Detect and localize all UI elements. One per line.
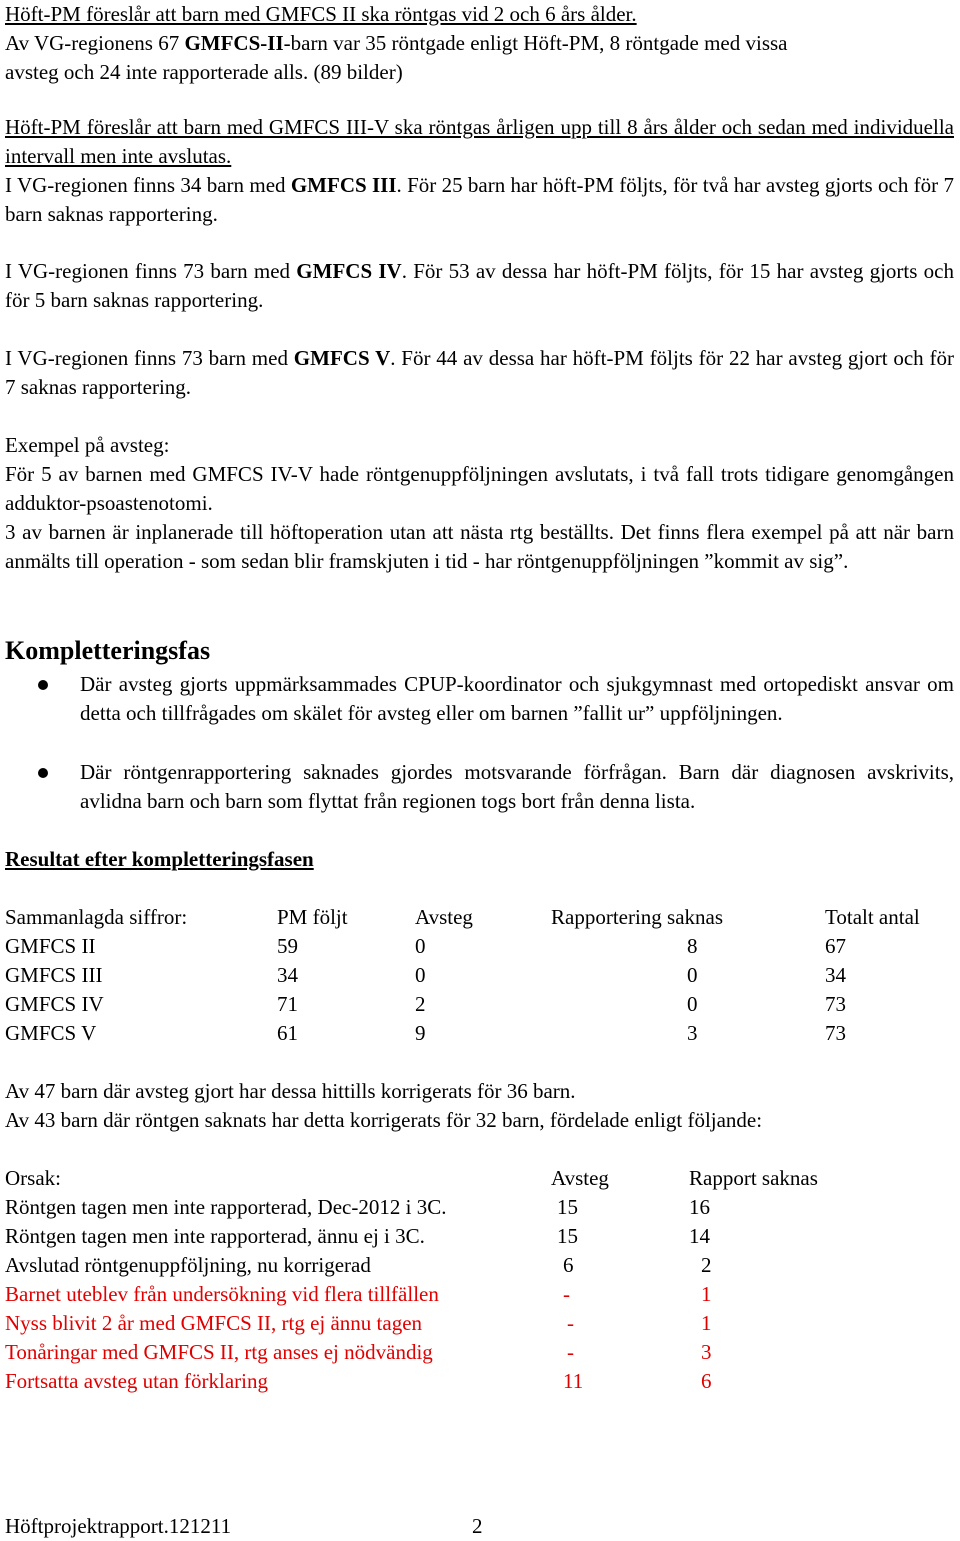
para-gmfcs-iii-v-recommendation: Höft-PM föreslår att barn med GMFCS III-V ska röntgas årligen upp till 8 års ålder och sedan med individuella intervall men inte avslutas. bbox=[5, 115, 954, 168]
examples-heading: Exempel på avsteg: bbox=[5, 433, 170, 457]
cell-avsteg: 0 bbox=[415, 934, 426, 958]
cell-saknas: 14 bbox=[689, 1224, 710, 1248]
table-row bbox=[5, 1222, 889, 1251]
cell-saknas: 1 bbox=[701, 1311, 712, 1335]
table-row bbox=[5, 1251, 889, 1280]
cell-avsteg: - bbox=[567, 1311, 574, 1335]
para-gmfcs-ii-line2 bbox=[5, 29, 954, 58]
cell-saknas: 0 bbox=[687, 963, 698, 987]
header-cell: Avsteg bbox=[415, 905, 473, 929]
header-cell: Sammanlagda siffror: bbox=[5, 905, 188, 929]
cell-avsteg: 2 bbox=[415, 992, 426, 1016]
cell-avsteg: 15 bbox=[557, 1224, 578, 1248]
cell-pm: 34 bbox=[277, 963, 298, 987]
cell-pm: 59 bbox=[277, 934, 298, 958]
bullet-icon bbox=[38, 680, 48, 690]
cell-total: 73 bbox=[825, 1021, 846, 1045]
para-gmfcs-iv bbox=[5, 257, 954, 315]
cell-total: 34 bbox=[825, 963, 846, 987]
para-gmfcs-iii bbox=[5, 171, 954, 229]
section-heading-komplettering: Kompletteringsfas bbox=[5, 636, 211, 665]
bold-term: GMFCS IV bbox=[296, 259, 402, 283]
summary-table-header bbox=[5, 903, 955, 932]
cell-saknas: 6 bbox=[701, 1369, 712, 1393]
cell-saknas: 3 bbox=[687, 1021, 698, 1045]
text: . För 25 barn har höft-PM följts, för två har avsteg gjorts och för 7 barn saknas rapportering. bbox=[5, 173, 954, 226]
header-cell: Rapport saknas bbox=[689, 1166, 818, 1190]
cell-total: 67 bbox=[825, 934, 846, 958]
cell-reason: Röntgen tagen men inte rapporterad, ännu ej i 3C. bbox=[5, 1224, 425, 1248]
bold-term: GMFCS III bbox=[290, 173, 397, 197]
table-row bbox=[5, 1280, 889, 1309]
cell-avsteg: 9 bbox=[415, 1021, 426, 1045]
text: I VG-regionen finns 73 barn med bbox=[5, 259, 297, 283]
header-cell: Totalt antal bbox=[825, 905, 920, 929]
cell-reason: Tonåringar med GMFCS II, rtg anses ej nödvändig bbox=[5, 1340, 433, 1364]
bold-term: GMFCS-II bbox=[184, 31, 284, 55]
reasons-table-header bbox=[5, 1164, 889, 1193]
text: -barn var 35 röntgade enligt Höft-PM, 8 röntgade med vissa bbox=[283, 31, 788, 55]
cell-avsteg: 0 bbox=[415, 963, 426, 987]
cell-label: GMFCS II bbox=[5, 934, 96, 958]
para-gmfcs-ii bbox=[5, 0, 954, 87]
cell-label: GMFCS III bbox=[5, 963, 103, 987]
cell-saknas: 8 bbox=[687, 934, 698, 958]
cell-pm: 71 bbox=[277, 992, 298, 1016]
cell-saknas: 1 bbox=[701, 1282, 712, 1306]
header-cell: Orsak: bbox=[5, 1166, 61, 1190]
text: . För 44 av dessa har höft-PM följts för 22 har avsteg gjort och för 7 saknas rapportering. bbox=[5, 346, 954, 399]
header-cell: Avsteg bbox=[551, 1166, 609, 1190]
reasons-table bbox=[5, 1164, 889, 1396]
cell-saknas: 2 bbox=[701, 1253, 712, 1277]
table-row bbox=[5, 1193, 889, 1222]
text: Av VG-regionens 67 bbox=[5, 31, 185, 55]
cell-avsteg: - bbox=[567, 1340, 574, 1364]
examples-para2: 3 av barnen är inplanerade till höftoperation utan att nästa rtg beställts. Det finns flera exempel på att när barn anmälts till operation - som sedan blir framskjuten i tid - har röntgenuppföljningen ”kommit av sig”. bbox=[5, 520, 954, 573]
bullet-icon bbox=[38, 768, 48, 778]
text: I VG-regionen finns 34 barn med bbox=[5, 173, 291, 197]
correction-line-2: Av 43 barn där röntgen saknats har detta korrigerats för 32 barn, fördelade enligt följande: bbox=[5, 1108, 763, 1132]
cell-label: GMFCS V bbox=[5, 1021, 97, 1045]
cell-avsteg: 11 bbox=[563, 1369, 584, 1393]
cell-pm: 61 bbox=[277, 1021, 298, 1045]
cell-reason: Avslutad röntgenuppföljning, nu korrigerad bbox=[5, 1253, 371, 1277]
cell-reason: Nyss blivit 2 år med GMFCS II, rtg ej ännu tagen bbox=[5, 1311, 423, 1335]
text: . För 53 av dessa har höft-PM följts, för 15 har avsteg gjorts och för 5 barn saknas rapportering. bbox=[5, 259, 954, 312]
cell-avsteg: - bbox=[563, 1282, 570, 1306]
correction-line-1: Av 47 barn där avsteg gjort har dessa hittills korrigerats för 36 barn. bbox=[5, 1079, 576, 1103]
cell-total: 73 bbox=[825, 992, 846, 1016]
table-row bbox=[5, 1338, 889, 1367]
para-gmfcs-ii-line1: Höft-PM föreslår att barn med GMFCS II ska röntgas vid 2 och 6 års ålder. bbox=[5, 2, 637, 26]
cell-avsteg: 15 bbox=[557, 1195, 578, 1219]
table-row bbox=[5, 932, 955, 961]
cell-reason: Fortsatta avsteg utan förklaring bbox=[5, 1369, 269, 1393]
text: I VG-regionen finns 73 barn med bbox=[5, 346, 294, 370]
para-gmfcs-v bbox=[5, 344, 954, 402]
summary-table bbox=[5, 903, 955, 1048]
cell-saknas: 16 bbox=[689, 1195, 710, 1219]
cell-saknas: 0 bbox=[687, 992, 698, 1016]
komplettering-bullet-2: Där röntgenrapportering saknades gjordes motsvarande förfrågan. Barn där diagnosen avskrivits, avlidna barn och barn som flyttat från regionen togs bort från denna lista. bbox=[80, 760, 954, 813]
header-cell: Rapportering saknas bbox=[551, 905, 724, 929]
para-gmfcs-ii-line3: avsteg och 24 inte rapporterade alls. (89 bilder) bbox=[5, 60, 403, 84]
header-cell: PM följt bbox=[277, 905, 348, 929]
table-row bbox=[5, 1309, 889, 1338]
table-row bbox=[5, 1019, 955, 1048]
table-row bbox=[5, 1367, 889, 1396]
section-heading-resultat: Resultat efter kompletteringsfasen bbox=[5, 847, 314, 871]
cell-saknas: 3 bbox=[701, 1340, 712, 1364]
cell-reason: Barnet uteblev från undersökning vid flera tillfällen bbox=[5, 1282, 439, 1306]
footer-document-name: Höftprojektrapport.121211 bbox=[5, 1514, 232, 1538]
footer-page-number: 2 bbox=[472, 1514, 483, 1538]
komplettering-bullet-1: Där avsteg gjorts uppmärksammades CPUP-koordinator och sjukgymnast med ortopediskt ansvar om detta och tillfrågades om skälet för avsteg eller om barnen ”fallit ur” uppföljningen. bbox=[80, 672, 954, 725]
examples-para1: För 5 av barnen med GMFCS IV-V hade röntgenuppföljningen avslutats, i två fall trots tidigare genomgången adduktor-psoastenotomi. bbox=[5, 462, 954, 515]
table-row bbox=[5, 990, 955, 1019]
cell-avsteg: 6 bbox=[563, 1253, 574, 1277]
cell-reason: Röntgen tagen men inte rapporterad, Dec-2012 i 3C. bbox=[5, 1195, 447, 1219]
table-row bbox=[5, 961, 955, 990]
cell-label: GMFCS IV bbox=[5, 992, 104, 1016]
bold-term: GMFCS V bbox=[293, 346, 391, 370]
